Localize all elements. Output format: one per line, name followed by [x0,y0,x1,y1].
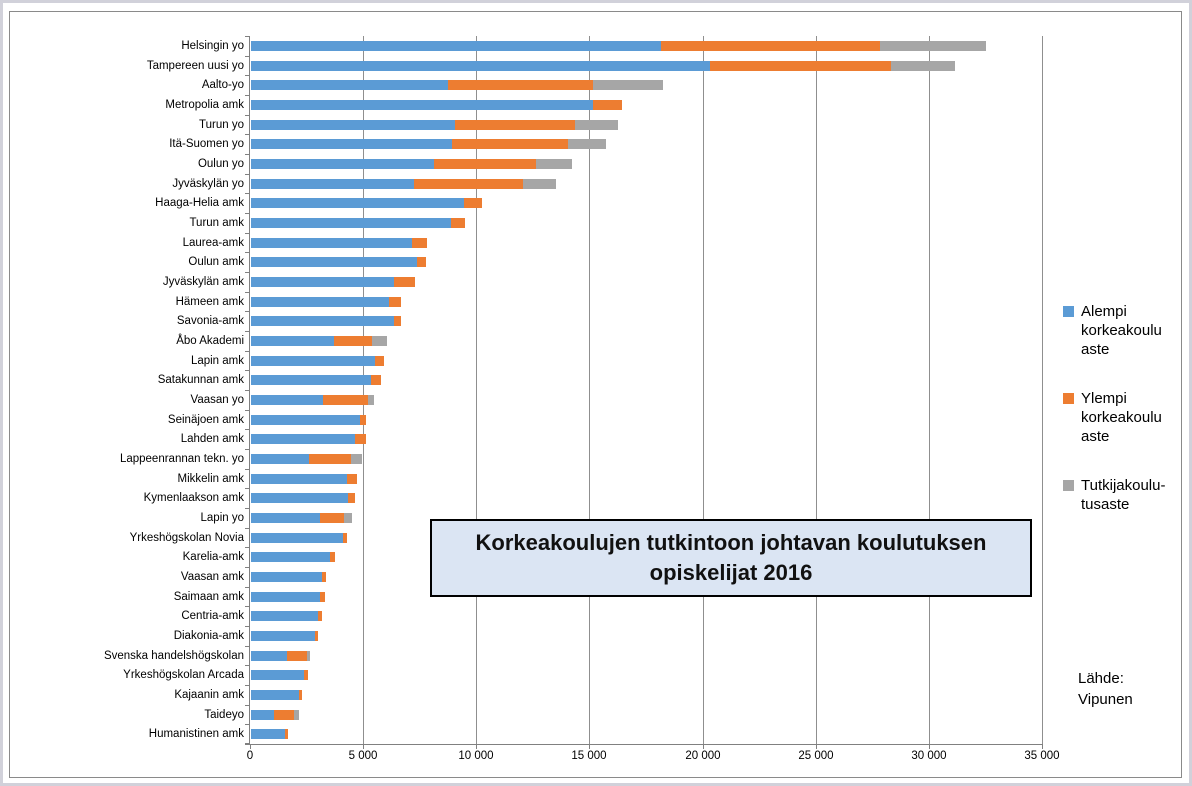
bar-segment-ylempi [464,198,482,208]
category-label: Seinäjoen amk [167,413,244,426]
bar-segment-alempi [251,198,464,208]
bar-segment-alempi [251,139,452,149]
value-axis-labels [246,750,1060,766]
category-label: Centria-amk [181,610,244,623]
category-label: Turun yo [199,118,244,131]
bar-segment-ylempi [360,415,367,425]
value-axis-label: 20 000 [685,750,721,762]
category-label: Kajaanin amk [174,688,244,701]
bar-row [251,631,318,641]
bar-segment-tutkija [294,710,298,720]
bar-row [251,297,401,307]
axis-tick [245,685,249,686]
legend-item [1063,302,1187,359]
bar-segment-alempi [251,336,334,346]
bar-row [251,670,308,680]
source-note [1078,668,1133,710]
axis-tick [245,705,249,706]
bar-segment-alempi [251,670,304,680]
category-label: Satakunnan amk [157,374,244,387]
category-label: Mikkelin amk [177,472,244,485]
bar-segment-tutkija [593,80,663,90]
category-label: Lappeenrannan tekn. yo [119,452,244,465]
bar-segment-tutkija [891,61,954,71]
category-label: Taideyo [204,708,244,721]
value-axis-label: 0 [246,750,254,762]
bar-segment-alempi [251,493,348,503]
bar-row [251,729,288,739]
bar-segment-alempi [251,415,360,425]
bar-row [251,139,606,149]
category-label: Tampereen uusi yo [146,59,244,72]
bar-row [251,434,366,444]
bar-segment-alempi [251,41,661,51]
axis-tick [245,351,249,352]
axis-tick [245,292,249,293]
axis-tick [245,370,249,371]
bar-segment-ylempi [320,513,344,523]
bar-segment-alempi [251,257,417,267]
category-label: Hämeen amk [175,295,244,308]
value-axis-label: 10 000 [458,750,494,762]
legend-swatch [1063,393,1074,404]
axis-tick [245,331,249,332]
category-label: Helsingin yo [181,39,244,52]
bar-segment-ylempi [309,454,351,464]
bar-segment-ylempi [304,670,308,680]
axis-tick [245,115,249,116]
legend-item [1063,389,1187,446]
bar-row [251,238,427,248]
axis-tick [245,626,249,627]
axis-tick [245,311,249,312]
axis-tick [245,508,249,509]
bar-segment-alempi [251,592,320,602]
bar-segment-alempi [251,552,330,562]
bar-row [251,375,381,385]
axis-tick [245,390,249,391]
bar-row [251,120,618,130]
bar-segment-alempi [251,710,274,720]
bar-segment-alempi [251,218,451,228]
bar-segment-ylempi [417,257,426,267]
bar-row [251,61,955,71]
category-label: Laurea-amk [182,236,244,249]
bar-segment-alempi [251,513,320,523]
bar-row [251,336,387,346]
bar-segment-ylempi [710,61,891,71]
bar-row [251,493,355,503]
axis-tick [245,724,249,725]
category-label: Lahden amk [180,433,244,446]
bar-segment-ylempi [593,100,622,110]
bar-row [251,690,302,700]
axis-tick [250,744,251,749]
category-label: Humanistinen amk [148,728,244,741]
axis-tick [245,429,249,430]
axis-tick [589,744,590,749]
bar-row [251,533,347,543]
category-label: Saimaan amk [173,590,244,603]
bar-segment-alempi [251,729,285,739]
category-label: Oulun amk [188,256,244,269]
bar-row [251,395,374,405]
category-label: Aalto-yo [201,79,244,92]
bar-row [251,100,622,110]
bar-row [251,218,465,228]
axis-tick [245,528,249,529]
axis-tick [245,469,249,470]
category-label: Metropolia amk [165,98,244,111]
axis-tick [245,449,249,450]
plot-area [250,36,1042,744]
axis-tick [245,587,249,588]
gridline [703,36,704,744]
bar-segment-alempi [251,277,394,287]
bar-segment-tutkija [344,513,352,523]
value-axis-label: 25 000 [798,750,834,762]
bar-segment-ylempi [448,80,593,90]
axis-tick [245,252,249,253]
axis-tick [245,36,249,37]
bar-row [251,651,310,661]
bar-row [251,80,663,90]
bar-segment-ylempi [330,552,335,562]
bar-segment-ylempi [434,159,536,169]
bar-segment-ylempi [451,218,465,228]
bar-row [251,592,325,602]
bar-segment-ylempi [661,41,880,51]
axis-tick [245,95,249,96]
bar-segment-ylempi [274,710,295,720]
legend-label: Tutkijakoulu-tusaste [1081,477,1166,513]
bar-segment-ylempi [394,316,401,326]
source-line2: Vipunen [1078,691,1133,708]
bar-segment-tutkija [575,120,618,130]
bar-segment-alempi [251,100,593,110]
bar-segment-ylempi [375,356,383,366]
category-label: Jyväskylän amk [162,275,244,288]
category-axis-labels [0,36,244,744]
bar-segment-tutkija [351,454,362,464]
bar-row [251,356,384,366]
category-label: Haaga-Helia amk [155,197,244,210]
legend [1063,302,1187,514]
bar-segment-alempi [251,611,318,621]
bar-row [251,277,415,287]
value-axis-label: 35 000 [1024,750,1060,762]
bar-row [251,474,357,484]
bar-segment-tutkija [523,179,557,189]
bar-segment-alempi [251,454,309,464]
axis-tick [245,410,249,411]
category-label: Turun amk [189,216,244,229]
gridline [1042,36,1043,744]
bar-segment-ylempi [320,592,325,602]
bar-segment-alempi [251,434,355,444]
category-label: Lapin yo [200,511,244,524]
bar-segment-tutkija [307,651,310,661]
bar-segment-ylempi [334,336,372,346]
axis-tick [245,606,249,607]
bar-segment-alempi [251,395,323,405]
bar-row [251,415,366,425]
bar-segment-ylempi [394,277,415,287]
bar-segment-tutkija [536,159,572,169]
bar-segment-ylempi [318,611,322,621]
axis-tick [476,744,477,749]
bar-segment-alempi [251,631,315,641]
legend-swatch [1063,306,1074,317]
value-axis-label: 30 000 [911,750,947,762]
chart-title: Korkeakoulujen tutkintoon johtavan koulutuksen opiskelijat 2016 [475,530,987,585]
bar-segment-ylempi [322,572,326,582]
category-label: Yrkeshögskolan Arcada [123,669,244,682]
axis-tick [245,233,249,234]
axis-tick [816,744,817,749]
bar-segment-alempi [251,375,371,385]
bar-segment-alempi [251,572,322,582]
bar-segment-ylempi [452,139,567,149]
category-label: Savonia-amk [176,315,244,328]
category-axis-line [249,36,250,745]
bar-row [251,454,362,464]
category-label: Yrkeshögskolan Novia [129,531,244,544]
category-label: Itä-Suomen yo [169,138,244,151]
bar-segment-alempi [251,690,299,700]
source-line1: Lähde: [1078,670,1124,687]
bar-row [251,316,401,326]
axis-tick [245,174,249,175]
value-axis-label: 15 000 [571,750,607,762]
axis-tick [245,665,249,666]
bar-segment-ylempi [412,238,428,248]
bar-segment-ylempi [414,179,523,189]
bar-segment-ylempi [315,631,318,641]
bar-segment-alempi [251,651,287,661]
axis-tick [703,744,704,749]
bar-segment-alempi [251,297,389,307]
bar-row [251,552,335,562]
bar-row [251,572,326,582]
bar-segment-ylempi [287,651,306,661]
axis-tick [245,134,249,135]
category-label: Lapin amk [190,354,244,367]
bar-segment-alempi [251,61,710,71]
axis-tick [245,213,249,214]
category-label: Oulun yo [197,157,244,170]
bar-segment-alempi [251,474,347,484]
axis-tick [245,547,249,548]
axis-tick [245,743,249,744]
bar-row [251,257,426,267]
category-label: Diakonia-amk [173,629,244,642]
value-axis-label: 5 000 [348,750,378,762]
axis-tick [929,744,930,749]
axis-tick [245,75,249,76]
bar-segment-tutkija [568,139,606,149]
bar-segment-alempi [251,179,414,189]
bar-row [251,198,482,208]
axis-tick [245,272,249,273]
value-axis-ticks [250,744,1042,749]
bar-segment-tutkija [372,336,387,346]
category-label: Jyväskylän yo [172,177,244,190]
bar-segment-ylempi [323,395,367,405]
bar-segment-tutkija [368,395,375,405]
axis-tick [245,488,249,489]
bar-row [251,41,986,51]
bar-segment-alempi [251,316,394,326]
bar-row [251,159,572,169]
bar-segment-ylempi [371,375,381,385]
bar-segment-ylempi [285,729,288,739]
legend-item [1063,476,1187,514]
axis-tick [245,567,249,568]
bar-segment-ylempi [355,434,366,444]
bar-row [251,513,352,523]
bar-segment-alempi [251,159,434,169]
category-label: Vaasan amk [180,570,244,583]
axis-tick [363,744,364,749]
category-label: Kymenlaakson amk [143,492,244,505]
legend-label: Alempi korkeakoulu aste [1081,303,1162,358]
bar-segment-ylempi [389,297,401,307]
bar-row [251,710,299,720]
gridline [929,36,930,744]
bar-segment-ylempi [348,493,355,503]
bar-segment-tutkija [880,41,986,51]
axis-tick [245,193,249,194]
gridline [816,36,817,744]
legend-swatch [1063,480,1074,491]
bar-segment-ylempi [347,474,357,484]
category-label: Åbo Akademi [176,334,244,347]
bar-segment-alempi [251,238,412,248]
axis-tick [245,154,249,155]
bar-row [251,611,322,621]
axis-tick [245,56,249,57]
legend-label: Ylempi korkeakoulu aste [1081,390,1162,445]
bar-segment-alempi [251,356,375,366]
category-label: Svenska handelshögskolan [103,649,244,662]
bar-segment-ylempi [299,690,303,700]
axis-tick [1042,744,1043,749]
category-axis-ticks [245,36,249,744]
bar-segment-alempi [251,80,448,90]
bar-segment-ylempi [343,533,347,543]
category-label: Vaasan yo [190,393,244,406]
axis-tick [245,646,249,647]
bar-row [251,179,556,189]
bar-segment-alempi [251,120,455,130]
bar-segment-ylempi [455,120,575,130]
category-label: Karelia-amk [182,551,244,564]
bar-segment-alempi [251,533,343,543]
chart-title-box [430,519,1032,597]
